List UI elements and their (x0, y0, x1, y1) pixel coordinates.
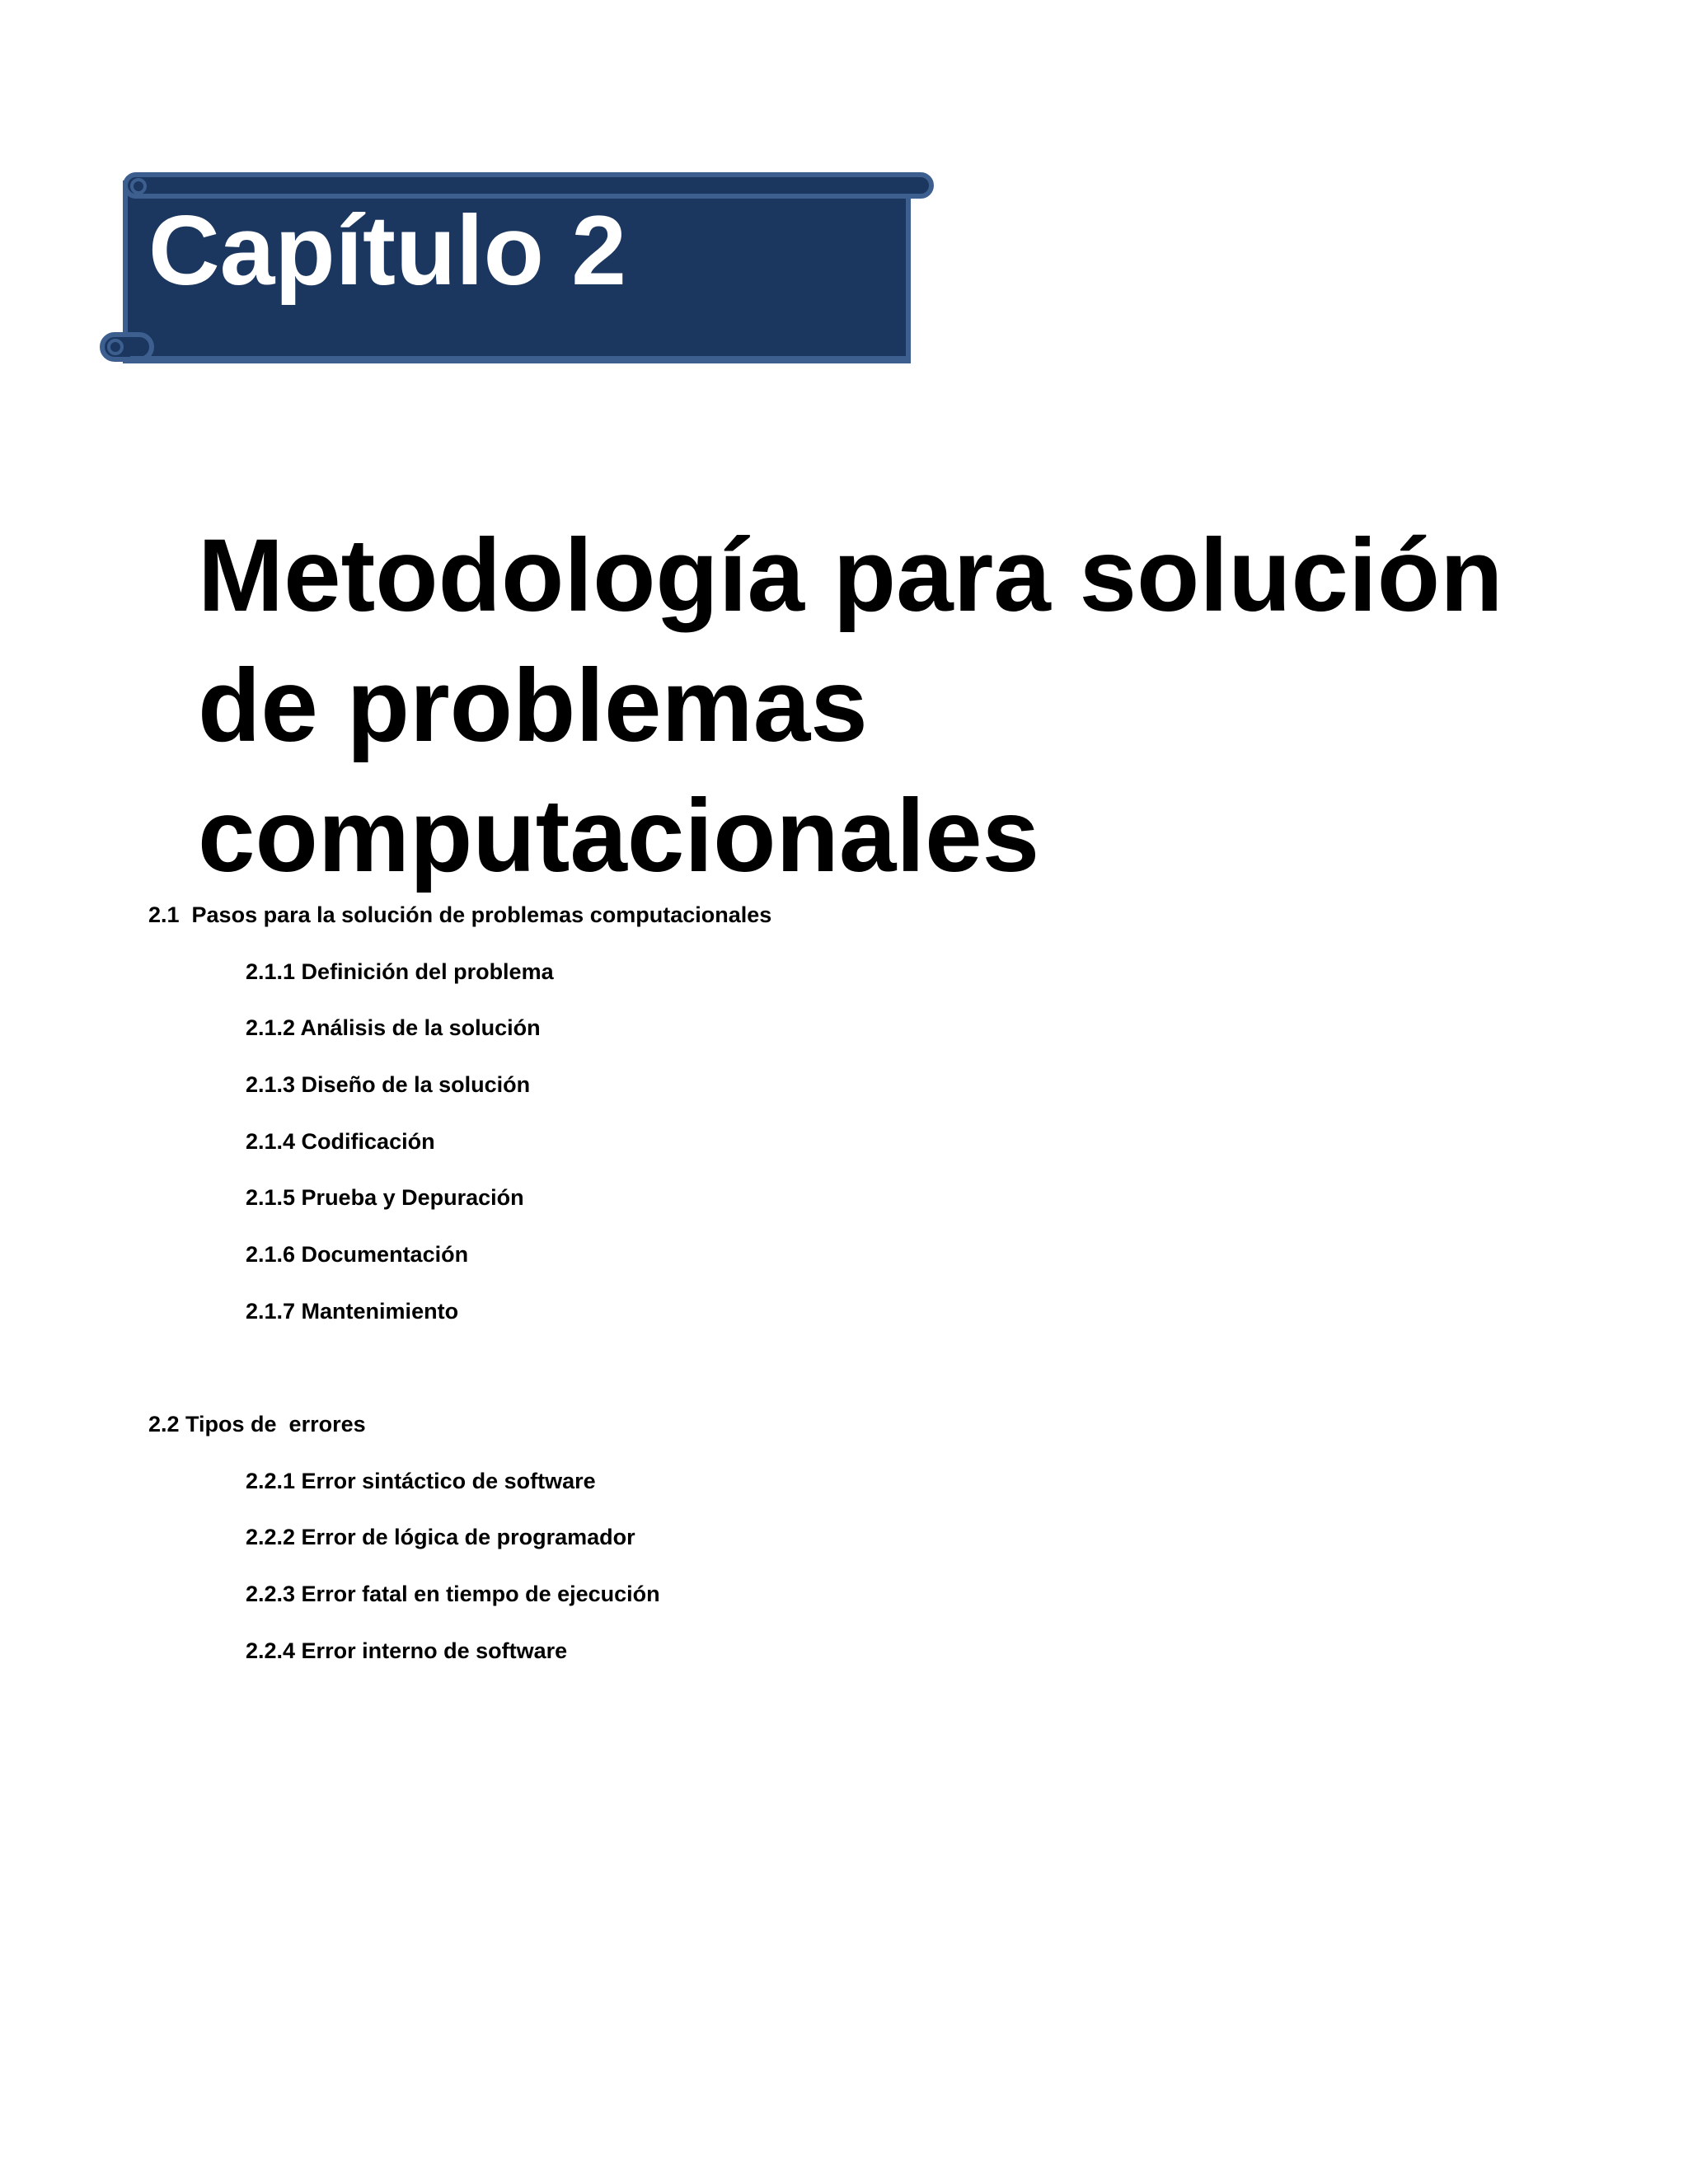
toc-subsection: 2.1.6 Documentación (246, 1242, 469, 1267)
toc-subsection: 2.2.4 Error interno de software (246, 1638, 568, 1663)
toc-subsection: 2.2.3 Error fatal en tiempo de ejecución (246, 1582, 660, 1606)
toc-section-heading: 2.2 Tipos de errores (148, 1412, 366, 1436)
toc-subsection: 2.1.5 Prueba y Depuración (246, 1185, 524, 1210)
chapter-label: Capítulo 2 (148, 195, 627, 306)
toc-subsection: 2.1.4 Codificación (246, 1129, 435, 1154)
chapter-title-line: de problemas (198, 649, 868, 763)
toc-subsection: 2.1.1 Definición del problema (246, 959, 554, 984)
chapter-title-line: Metodología para solución (198, 518, 1503, 633)
toc-subsection: 2.1.3 Diseño de la solución (246, 1072, 531, 1097)
toc-section-heading: 2.1 Pasos para la solución de problemas computacionales (148, 902, 772, 927)
toc-subsection: 2.2.2 Error de lógica de programador (246, 1525, 635, 1549)
toc-subsection: 2.1.2 Análisis de la solución (246, 1015, 541, 1040)
chapter-title-line: computacionales (198, 779, 1040, 893)
toc-subsection: 2.1.7 Mantenimiento (246, 1299, 459, 1324)
toc-subsection: 2.2.1 Error sintáctico de software (246, 1469, 596, 1493)
